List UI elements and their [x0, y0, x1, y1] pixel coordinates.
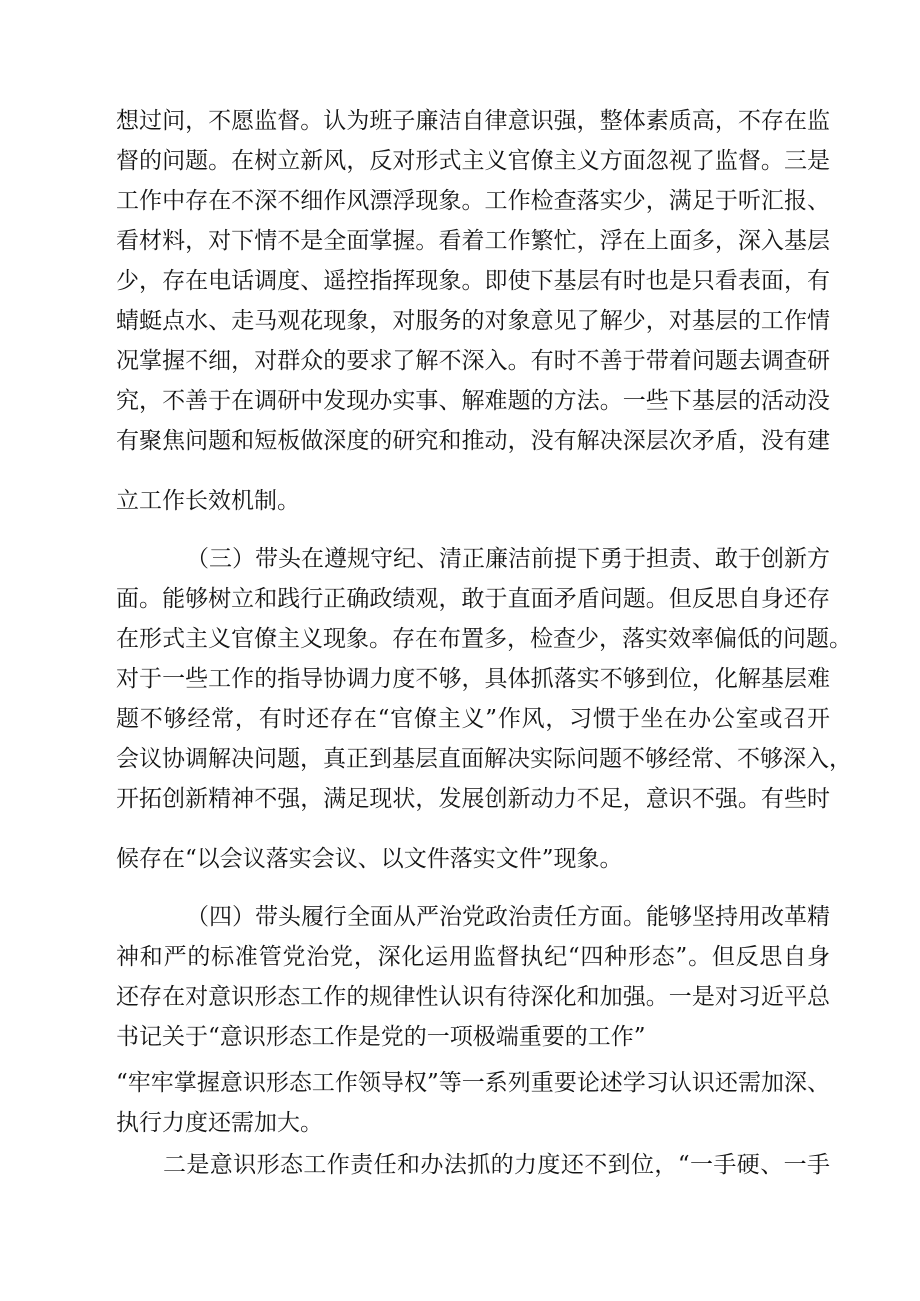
text-line: 有聚焦问题和短板做深度的研究和推动，没有解决深层次矛盾，没有建	[116, 428, 830, 454]
text-line: 立工作长效机制。	[116, 488, 300, 514]
text-line: 题不够经常，有时还存在“官僚主义”作风，习惯于坐在办公室或召开	[116, 706, 830, 732]
text-line: 况掌握不细，对群众的要求了解不深入。有时不善于带着问题去调查研	[116, 348, 830, 374]
text-line: 会议协调解决问题，真正到基层直面解决实际问题不够经常、不够深入，	[116, 746, 852, 772]
text-line: “牢牢掌握意识形态工作领导权”等一系列重要论述学习认识还需加深、	[116, 1070, 830, 1096]
text-line: 工作中存在不深不细作风漂浮现象。工作检查落实少，满足于听汇报、	[116, 188, 830, 214]
text-line: 执行力度还需加大。	[116, 1110, 323, 1136]
text-line: 少，存在电话调度、遥控指挥现象。即使下基层有时也是只看表面，有	[116, 268, 830, 294]
text-line: 开拓创新精神不强，满足现状，发展创新动力不足，意识不强。有些时	[116, 786, 830, 812]
section-heading-line: （四）带头履行全面从严治党政治责任方面。能够坚持用改革精	[186, 904, 830, 930]
text-line: 想过问，不愿监督。认为班子廉洁自律意识强，整体素质高，不存在监	[116, 108, 830, 134]
text-line: 对于一些工作的指导协调力度不够，具体抓落实不够到位，化解基层难	[116, 666, 830, 692]
section-heading-line: （三）带头在遵规守纪、清正廉洁前提下勇于担责、敢于创新方	[186, 546, 830, 572]
text-line: 究，不善于在调研中发现办实事、解难题的方法。一些下基层的活动没	[116, 388, 830, 414]
text-line: 督的问题。在树立新风，反对形式主义官僚主义方面忽视了监督。三是	[116, 148, 830, 174]
text-line: 书记关于“意识形态工作是党的一项极端重要的工作”	[116, 1024, 646, 1050]
text-line: 看材料，对下情不是全面掌握。看着工作繁忙，浮在上面多，深入基层	[116, 228, 830, 254]
text-line: 神和严的标准管党治党，深化运用监督执纪“四种形态”。但反思自身	[116, 944, 830, 970]
text-line: 候存在“以会议落实会议、以文件落实文件”现象。	[116, 846, 623, 872]
text-line: 在形式主义官僚主义现象。存在布置多，检查少，落实效率偏低的问题。	[116, 626, 852, 652]
text-line: 面。能够树立和践行正确政绩观，敢于直面矛盾问题。但反思自身还存	[116, 586, 830, 612]
text-line: 还存在对意识形态工作的规律性认识有待深化和加强。一是对习近平总	[116, 984, 830, 1010]
text-line: 蜻蜓点水、走马观花现象，对服务的对象意见了解少，对基层的工作情	[116, 308, 830, 334]
text-line: 二是意识形态工作责任和办法抓的力度还不到位，“一手硬、一手	[163, 1152, 830, 1178]
